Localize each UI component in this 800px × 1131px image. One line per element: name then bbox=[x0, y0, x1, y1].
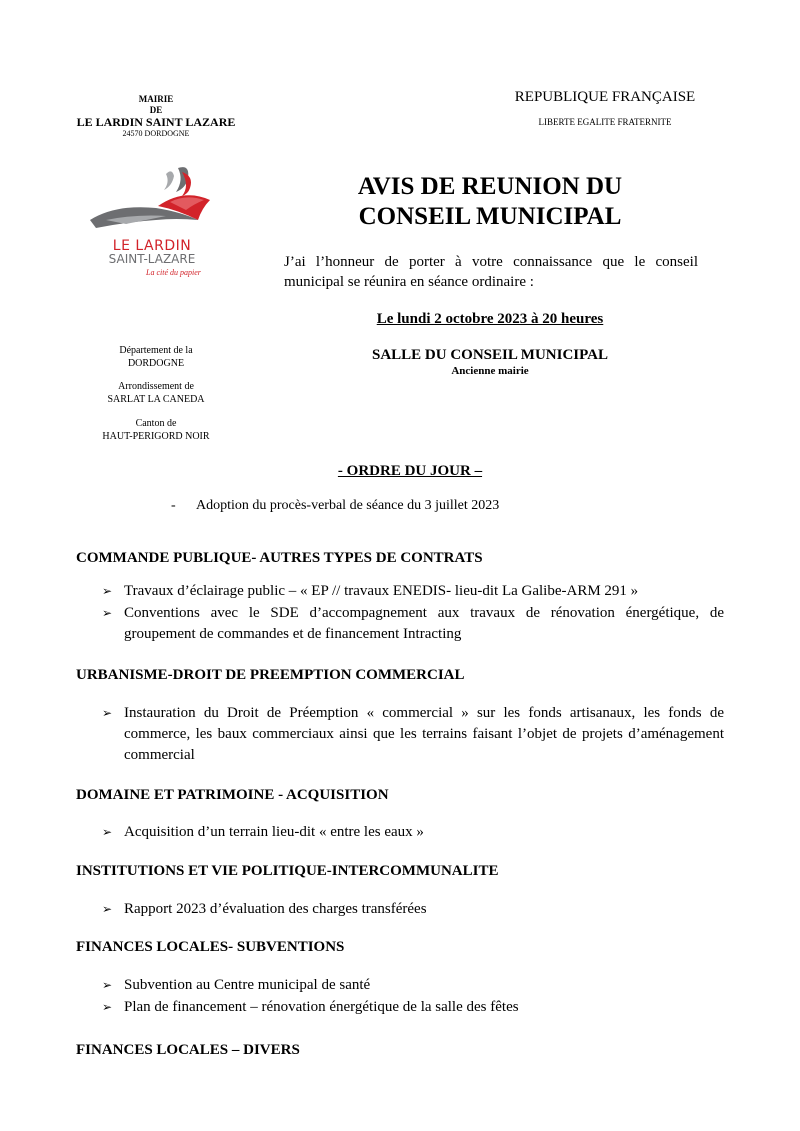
meeting-place: SALLE DU CONSEIL MUNICIPAL bbox=[371, 347, 608, 363]
mairie-label: MAIRIE bbox=[138, 94, 174, 104]
bullet-arrow-icon: ➢ bbox=[102, 584, 113, 598]
meeting-place-detail: Ancienne mairie bbox=[451, 365, 529, 377]
canton: HAUT-PERIGORD NOIR bbox=[102, 431, 210, 442]
commune-logo bbox=[86, 162, 226, 282]
agenda-item: Acquisition d’un terrain lieu-dit « entre les eaux » bbox=[124, 824, 424, 840]
section-heading-institutions: INSTITUTIONS ET VIE POLITIQUE-INTERCOMMUNALITE bbox=[76, 863, 499, 879]
bullet-arrow-icon: ➢ bbox=[102, 1000, 113, 1014]
postal-address: 24570 DORDOGNE bbox=[122, 129, 190, 138]
mairie-de-label: DE bbox=[149, 105, 163, 115]
section-heading-divers: FINANCES LOCALES – DIVERS bbox=[76, 1042, 300, 1058]
title-line2: CONSEIL MUNICIPAL bbox=[358, 203, 622, 230]
arrondissement: SARLAT LA CANEDA bbox=[107, 394, 205, 405]
title-line1: AVIS DE REUNION DU bbox=[357, 173, 623, 200]
logo-line2: SAINT-LAZARE bbox=[108, 252, 196, 266]
departement: DORDOGNE bbox=[127, 358, 185, 369]
logo-tagline: La cité du papier bbox=[146, 268, 201, 277]
republique-francaise: REPUBLIQUE FRANÇAISE bbox=[514, 89, 696, 105]
section-heading-domaine: DOMAINE ET PATRIMOINE - ACQUISITION bbox=[76, 787, 389, 803]
logo-line1: LE LARDIN bbox=[112, 238, 192, 254]
bullet-arrow-icon: ➢ bbox=[102, 978, 113, 992]
commune-name: LE LARDIN SAINT LAZARE bbox=[76, 115, 236, 129]
section-heading-subventions: FINANCES LOCALES- SUBVENTIONS bbox=[76, 939, 345, 955]
intro-text: J’ai l’honneur de porter à votre connaissance que le conseil municipal se réunira en séance ordinaire : bbox=[284, 254, 698, 290]
preliminary-item: Adoption du procès-verbal de séance du 3 juillet 2023 bbox=[196, 498, 500, 513]
agenda-item: Plan de financement – rénovation énergétique de la salle des fêtes bbox=[124, 999, 519, 1015]
bullet-arrow-icon: ➢ bbox=[102, 606, 113, 620]
canton-label: Canton de bbox=[135, 418, 177, 429]
preliminary-dash: - bbox=[171, 498, 176, 513]
bullet-arrow-icon: ➢ bbox=[102, 902, 113, 916]
section-heading-commande-publique: COMMANDE PUBLIQUE- AUTRES TYPES DE CONTRATS bbox=[76, 550, 483, 566]
bullet-arrow-icon: ➢ bbox=[102, 825, 113, 839]
agenda-item: Subvention au Centre municipal de santé bbox=[124, 977, 371, 993]
bullet-arrow-icon: ➢ bbox=[102, 706, 113, 720]
agenda-heading: - ORDRE DU JOUR – bbox=[337, 463, 483, 479]
arrondissement-label: Arrondissement de bbox=[118, 381, 194, 392]
departement-label: Département de la bbox=[119, 345, 193, 356]
meeting-date: Le lundi 2 octobre 2023 à 20 heures bbox=[376, 311, 604, 327]
devise: LIBERTE EGALITE FRATERNITE bbox=[538, 117, 672, 127]
agenda-item: Instauration du Droit de Préemption « commercial » sur les fonds artisanaux, les fonds de commerce, les baux commerciaux ainsi que les terrains faisant l’objet de projets d’aménagement commercial bbox=[124, 705, 724, 763]
agenda-item: Rapport 2023 d’évaluation des charges transférées bbox=[124, 901, 427, 917]
agenda-item: Conventions avec le SDE d’accompagnement aux travaux de rénovation énergétique, de groupement de commandes et de financement Intracting bbox=[124, 605, 724, 642]
agenda-item: Travaux d’éclairage public – « EP // travaux ENEDIS- lieu-dit La Galibe-ARM 291 » bbox=[124, 583, 639, 599]
section-heading-urbanisme: URBANISME-DROIT DE PREEMPTION COMMERCIAL bbox=[76, 667, 465, 683]
